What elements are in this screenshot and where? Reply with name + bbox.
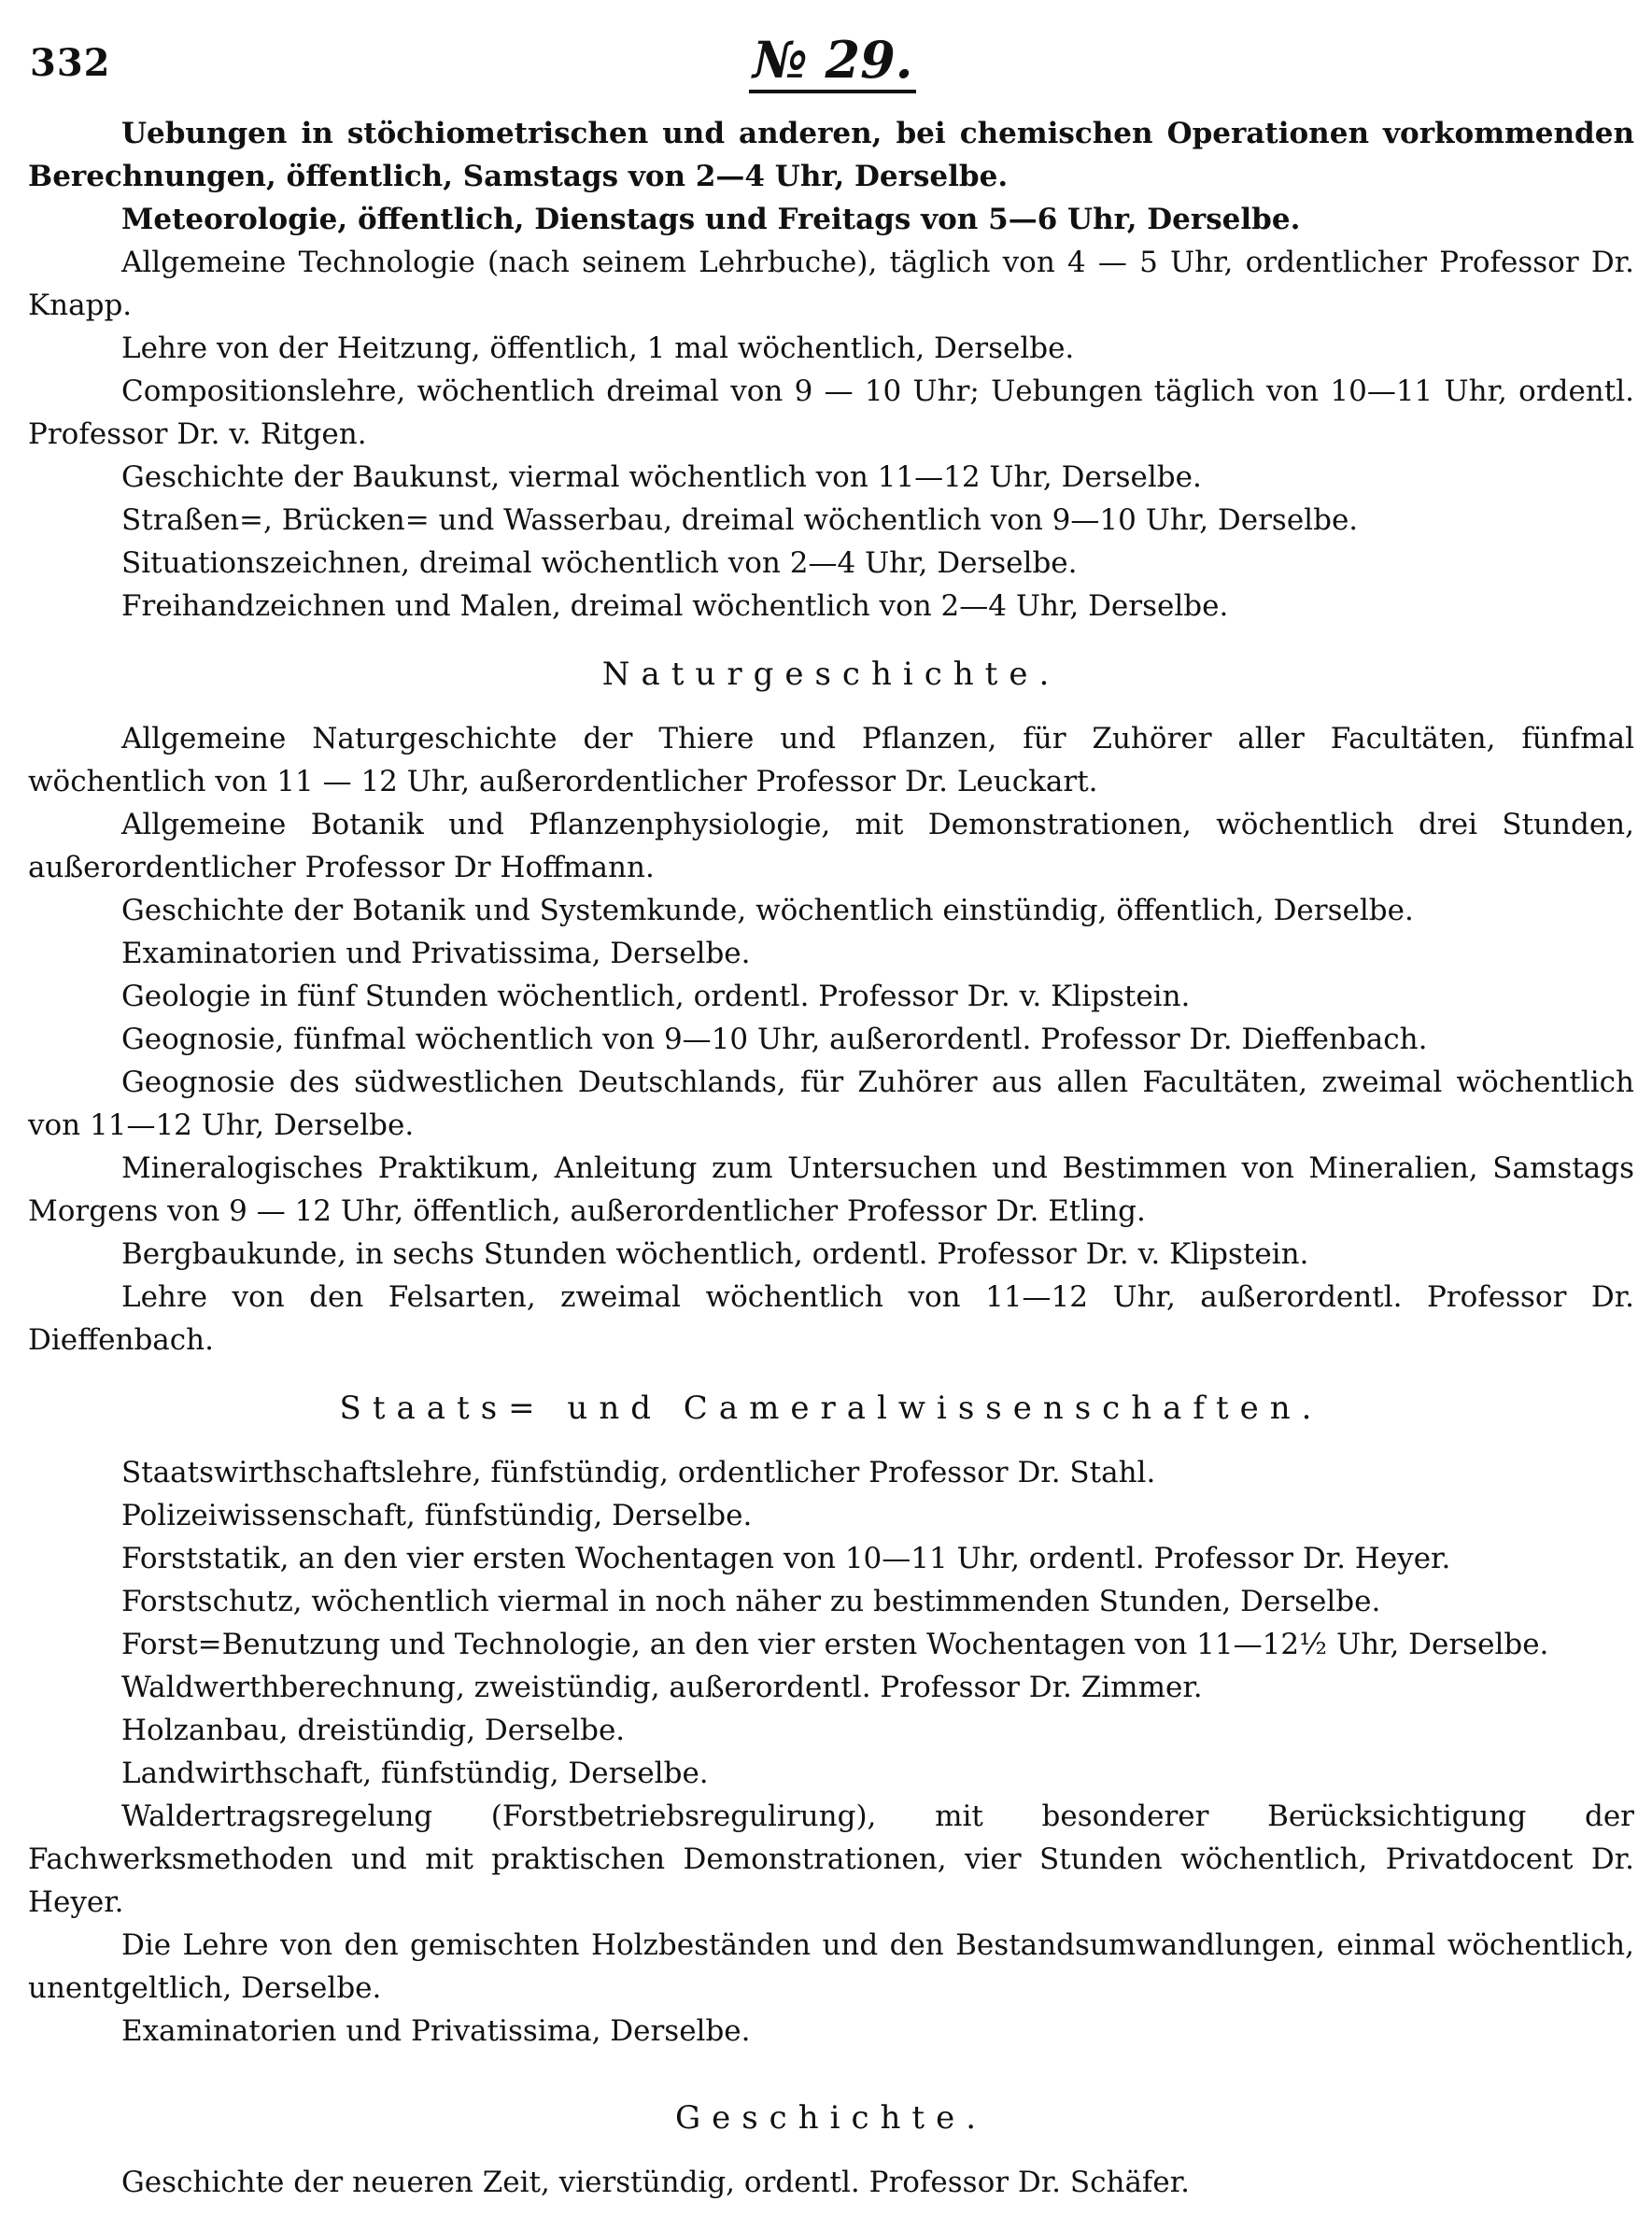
- course-entry: Allgemeine Botanik und Pflanzenphysiologie, mit Demonstrationen, wöchentlich drei Stunden, außerordentlicher Professor Dr Hoffmann.: [28, 808, 1634, 884]
- course-entry: Polizeiwissenschaft, fünfstündig, Derselbe.: [121, 1499, 753, 1532]
- section-naturgeschichte: [28, 652, 1634, 1362]
- course-entry: Holzanbau, dreistündig, Derselbe.: [121, 1714, 626, 1747]
- course-entry: Compositionslehre, wöchentlich dreimal von 9 — 10 Uhr; Uebungen täglich von 10—11 Uhr, ordentl. Professor Dr. v. Ritgen.: [28, 374, 1634, 451]
- course-entry: Geschichte der Baukunst, viermal wöchentlich von 11—12 Uhr, Derselbe.: [121, 460, 1202, 494]
- course-entry: Landwirthschaft, fünfstündig, Derselbe.: [121, 1757, 709, 1790]
- section-heading: Geschichte.: [674, 2099, 988, 2137]
- course-entry: Uebungen in stöchiometrischen und anderen, bei chemischen Operationen vorkommenden Berechnungen, öffentlich, Samstags von 2—4 Uhr, Derselbe.: [28, 117, 1634, 193]
- course-entry: Examinatorien und Privatissima, Derselbe.: [121, 2014, 751, 2048]
- course-entry: Examinatorien und Privatissima, Derselbe.: [121, 937, 751, 970]
- section-staats-cameralwissenschaften: [28, 1386, 1634, 2053]
- course-entry: Geschichte der neueren Zeit, vierstündig, ordentl. Professor Dr. Schäfer.: [121, 2166, 1191, 2199]
- course-entry: Meteorologie, öffentlich, Dienstags und Freitags von 5—6 Uhr, Derselbe.: [121, 203, 1301, 236]
- course-entry: Waldertragsregelung (Forstbetriebsregulirung), mit besonderer Berücksichtigung der Fachwerksmethoden und mit praktischen Demonstrationen, vier Stunden wöchentlich, Privatdocent Dr. Heyer.: [28, 1800, 1634, 1919]
- course-entry: Forst=Benutzung und Technologie, an den vier ersten Wochentagen von 11—12½ Uhr, Derselbe.: [121, 1628, 1549, 1661]
- course-entry: Freihandzeichnen und Malen, dreimal wöchentlich von 2—4 Uhr, Derselbe.: [121, 589, 1229, 623]
- course-entry: Geognosie des südwestlichen Deutschlands, für Zuhörer aus allen Facultäten, zweimal wöchentlich von 11—12 Uhr, Derselbe.: [28, 1066, 1634, 1142]
- course-entry: Waldwerthberechnung, zweistündig, außerordentl. Professor Dr. Zimmer.: [121, 1671, 1203, 1704]
- section-chemistry-technology: [28, 112, 1634, 628]
- course-entry: Forstschutz, wöchentlich viermal in noch näher zu bestimmenden Stunden, Derselbe.: [121, 1585, 1381, 1618]
- page-number: 332: [30, 41, 111, 85]
- course-entry: Allgemeine Naturgeschichte der Thiere und Pflanzen, für Zuhörer aller Facultäten, fünfmal wöchentlich von 11 — 12 Uhr, außerordentlicher Professor Dr. Leuckart.: [28, 722, 1634, 798]
- course-entry: Bergbaukunde, in sechs Stunden wöchentlich, ordentl. Professor Dr. v. Klipstein.: [121, 1237, 1309, 1271]
- course-entry: Mineralogisches Praktikum, Anleitung zum Untersuchen und Bestimmen von Mineralien, Samstags Morgens von 9 — 12 Uhr, öffentlich, außerordentlicher Professor Dr. Etling.: [28, 1151, 1634, 1228]
- issue-number: № 29.: [749, 32, 916, 93]
- section-heading: Staats= und Cameralwissenschaften.: [339, 1390, 1323, 1427]
- course-entry: Die Lehre von den gemischten Holzbeständen und den Bestandsumwandlungen, einmal wöchentlich, unentgeltlich, Derselbe.: [28, 1928, 1634, 2005]
- course-entry: Straßen=, Brücken= und Wasserbau, dreimal wöchentlich von 9—10 Uhr, Derselbe.: [121, 503, 1359, 537]
- course-entry: Geologie in fünf Stunden wöchentlich, ordentl. Professor Dr. v. Klipstein.: [121, 980, 1191, 1013]
- course-entry: Lehre von den Felsarten, zweimal wöchentlich von 11—12 Uhr, außerordentl. Professor Dr. Dieffenbach.: [28, 1280, 1634, 1357]
- course-entry: Allgemeine Technologie (nach seinem Lehrbuche), täglich von 4 — 5 Uhr, ordentlicher Professor Dr. Knapp.: [28, 246, 1634, 322]
- course-entry: Staatswirthschaftslehre, fünfstündig, ordentlicher Professor Dr. Stahl.: [121, 1456, 1156, 1489]
- course-entry: Lehre von der Heitzung, öffentlich, 1 mal wöchentlich, Derselbe.: [121, 332, 1075, 365]
- course-entry: Geognosie, fünfmal wöchentlich von 9—10 Uhr, außerordentl. Professor Dr. Dieffenbach.: [121, 1023, 1428, 1056]
- course-entry: Forststatik, an den vier ersten Wochentagen von 10—11 Uhr, ordentl. Professor Dr. Heyer.: [121, 1542, 1451, 1575]
- page-header: [28, 28, 1634, 112]
- document-page: [28, 28, 1634, 2213]
- section-heading: Naturgeschichte.: [601, 656, 1061, 693]
- section-geschichte: [28, 2096, 1634, 2204]
- course-entry: Geschichte der Botanik und Systemkunde, wöchentlich einstündig, öffentlich, Derselbe.: [121, 894, 1414, 927]
- course-entry: Situationszeichnen, dreimal wöchentlich von 2—4 Uhr, Derselbe.: [121, 546, 1078, 580]
